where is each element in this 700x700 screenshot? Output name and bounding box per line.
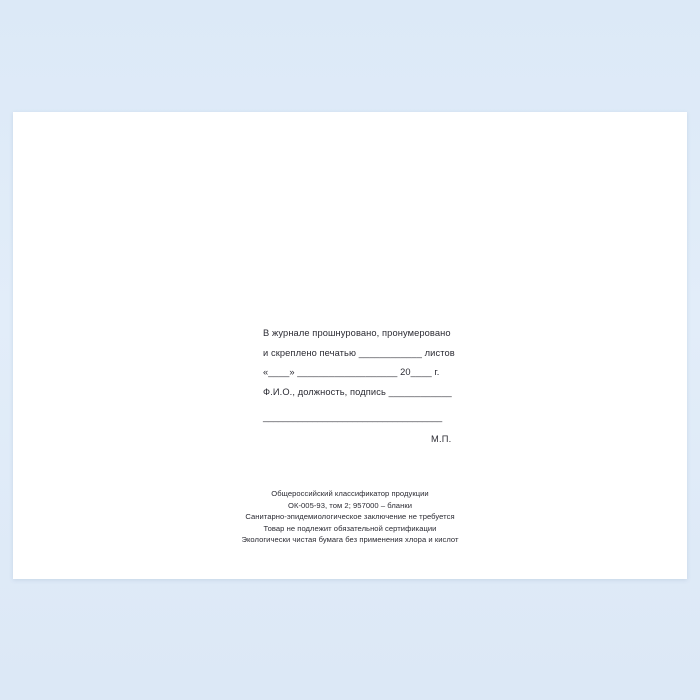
footer-line-2: ОК-005-93, том 2; 957000 – бланки — [288, 500, 412, 510]
footer-legal-block — [13, 488, 687, 546]
cert-signature-rule: ____________________________________ — [263, 412, 442, 422]
footer-line-4: Товар не подлежит обязательной сертификации — [263, 523, 437, 533]
certification-block — [263, 324, 493, 428]
footer-line-1: Общероссийский классификатор продукции — [271, 489, 429, 498]
stamp-place-label: М.П. — [431, 434, 452, 444]
cert-line-1: В журнале прошнуровано, пронумеровано — [263, 328, 451, 338]
cert-line-3: «____» ___________________ 20____ г. — [263, 367, 440, 377]
footer-line-3: Санитарно-эпидемиологическое заключение не требуется — [245, 512, 455, 522]
document-page — [13, 112, 687, 579]
cert-line-2: и скреплено печатью ____________ листов — [263, 347, 455, 358]
page-content — [13, 112, 687, 579]
footer-line-5: Экологически чистая бумага без применения хлора и кислот — [241, 535, 459, 545]
cert-line-4: Ф.И.О., должность, подпись ____________ — [263, 386, 452, 397]
